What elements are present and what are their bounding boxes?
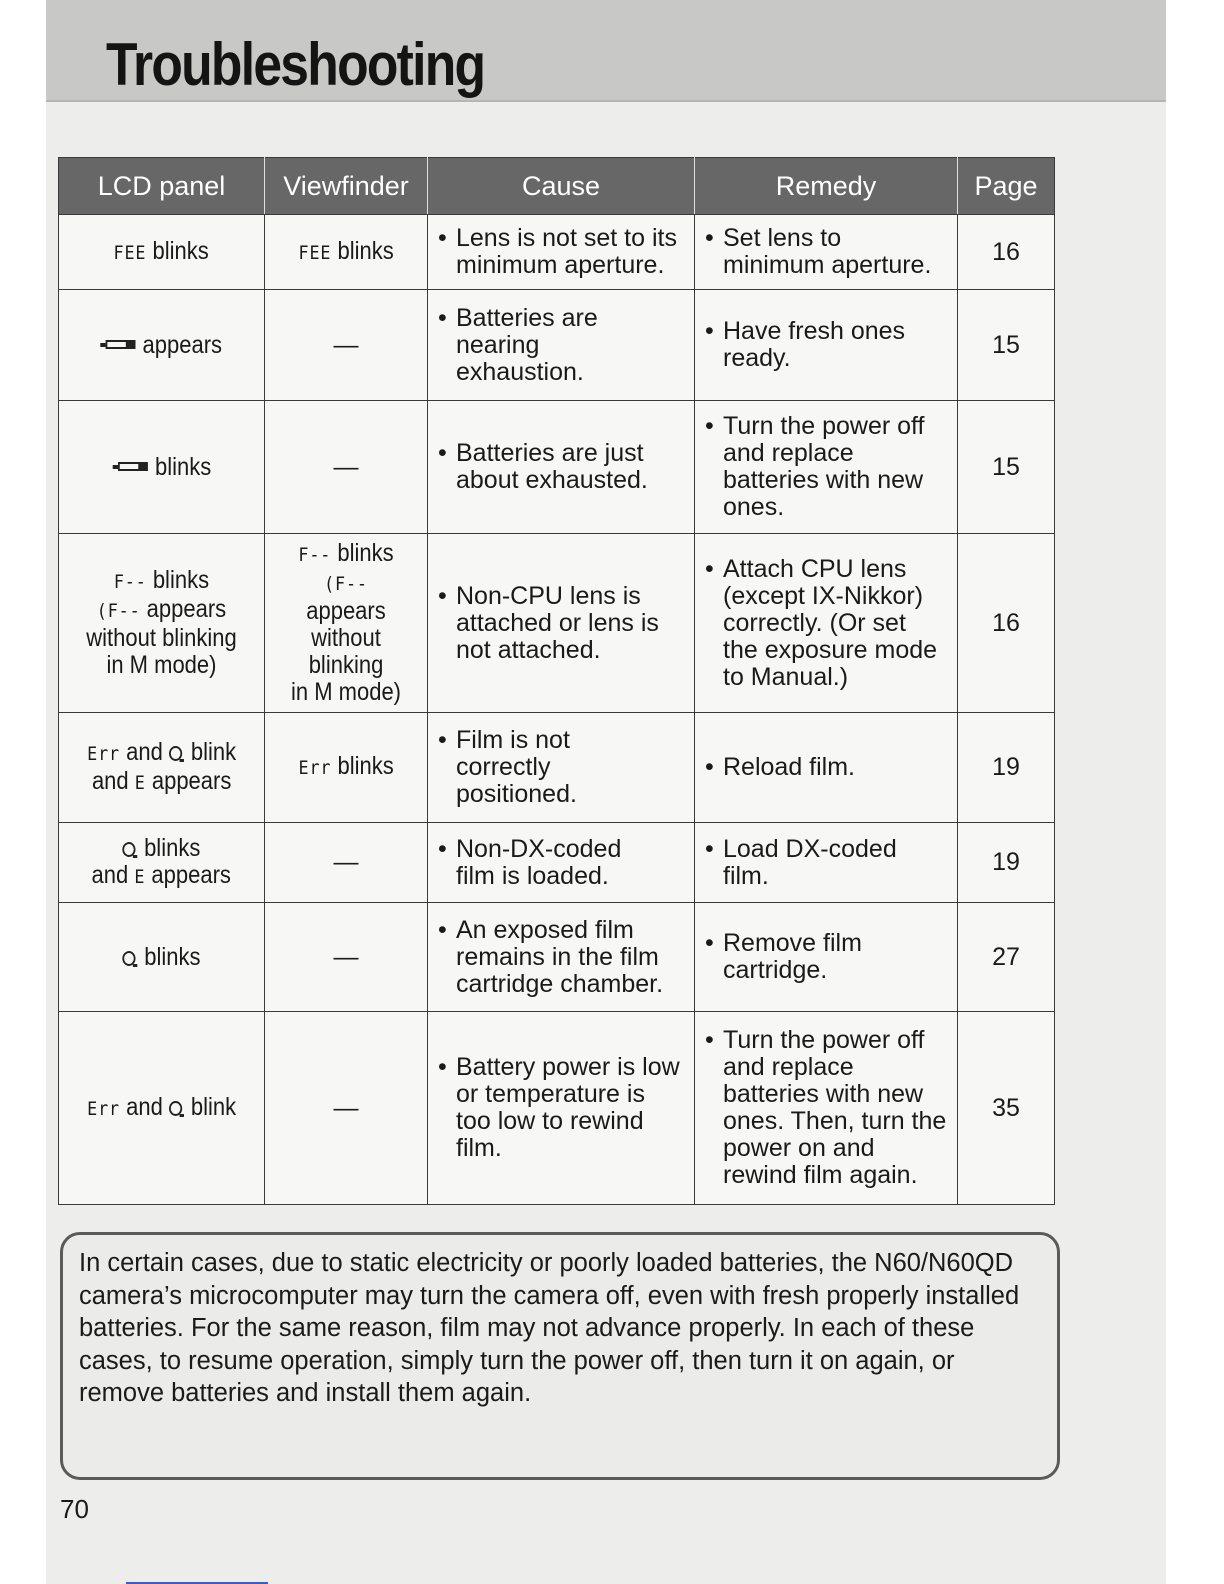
troubleshooting-table — [58, 157, 1055, 1205]
remedy-text: Reload film. — [723, 753, 855, 781]
bullet: • — [705, 929, 714, 957]
table-row — [59, 713, 1055, 823]
lcd-text: blink — [190, 737, 236, 766]
lcd-text: without blinking — [86, 624, 237, 652]
lcd-text: appears — [146, 595, 227, 623]
note-text: In certain cases, due to static electricity or poorly loaded batteries, the N60/N60QD camera’s microcomputer may turn the camera off, even with fresh properly installed batteries. For the same reason, film may not advance properly. In each of these cases, to resume operation, simply turn the power off, then turn it on again, or remove batteries and install them again. — [79, 1249, 1020, 1407]
viewfinder-cell: — — [265, 1012, 428, 1205]
bullet: • — [705, 412, 714, 440]
header-page: Page — [958, 158, 1055, 215]
lcd-text: blinks — [152, 566, 210, 594]
cause-text: An exposed film remains in the film cartridge chamber. — [456, 915, 664, 998]
header-viewfinder: Viewfinder — [265, 158, 428, 215]
remedy-cell — [695, 903, 958, 1012]
table-row — [59, 534, 1055, 713]
lcd-cell — [59, 290, 265, 401]
battery-exhausted-icon — [112, 462, 149, 474]
viewfinder-text: without blinking — [308, 624, 384, 679]
bullet: • — [438, 915, 447, 944]
cause-cell — [428, 290, 695, 401]
lcd-text: appears — [151, 860, 232, 889]
page-cell: 15 — [958, 401, 1055, 534]
title-band — [46, 0, 1166, 102]
remedy-text: Have fresh ones ready. — [723, 317, 906, 372]
viewfinder-cell: — — [265, 903, 428, 1012]
table-row — [59, 215, 1055, 290]
bullet: • — [705, 317, 714, 345]
lcd-text: in M mode) — [106, 651, 217, 679]
page-cell: 16 — [958, 215, 1055, 290]
table-row — [59, 823, 1055, 903]
remedy-cell — [695, 290, 958, 401]
lcd-text: blink — [190, 1092, 236, 1121]
viewfinder-cell: — — [265, 401, 428, 534]
viewfinder-text: in M mode) — [290, 678, 402, 706]
film-cartridge-icon — [122, 842, 135, 857]
bullet: • — [438, 439, 447, 467]
cause-cell — [428, 823, 695, 903]
remedy-cell — [695, 1012, 958, 1205]
remedy-text: Attach CPU lens (except IX-Nikkor) correctly. (Or set the exposure mode to Manual.) — [723, 554, 938, 691]
viewfinder-segment-code: (F-- — [324, 573, 368, 595]
lcd-cell — [59, 1012, 265, 1205]
header-cause: Cause — [428, 158, 695, 215]
lcd-segment-code: E — [134, 771, 146, 794]
bullet: • — [438, 303, 447, 332]
page-cell: 27 — [958, 903, 1055, 1012]
bullet: • — [438, 581, 447, 610]
lcd-segment-code: Err — [86, 742, 120, 765]
lcd-text: blinks — [152, 236, 210, 265]
table-row — [59, 401, 1055, 534]
lcd-cell — [59, 823, 265, 903]
remedy-cell — [695, 215, 958, 290]
lcd-segment-code: FEE — [113, 241, 147, 264]
remedy-cell — [695, 401, 958, 534]
remedy-cell — [695, 534, 958, 713]
lcd-text: appears — [142, 330, 223, 359]
page-cell: 19 — [958, 823, 1055, 903]
cause-text: Film is not correctly positioned. — [456, 726, 577, 808]
cause-text: Non-CPU lens is attached or lens is not attached. — [456, 581, 659, 664]
cause-cell — [428, 1012, 695, 1205]
viewfinder-text: blinks — [337, 539, 394, 567]
bullet: • — [705, 753, 714, 781]
viewfinder-segment-code: F-- — [298, 544, 332, 566]
cause-cell — [428, 401, 695, 534]
cause-cell — [428, 903, 695, 1012]
page-cell: 15 — [958, 290, 1055, 401]
bullet: • — [438, 726, 447, 754]
cause-text: Batteries are nearing exhaustion. — [456, 303, 598, 386]
viewfinder-segment-code: Err — [298, 757, 332, 779]
viewfinder-text: blinks — [337, 236, 394, 265]
lcd-text: blinks — [154, 452, 211, 481]
cause-cell — [428, 713, 695, 823]
bullet: • — [438, 834, 447, 863]
lcd-cell — [59, 401, 265, 534]
lcd-cell — [59, 215, 265, 290]
bullet: • — [705, 554, 714, 583]
lcd-text: and — [91, 766, 129, 795]
viewfinder-text: appears — [306, 597, 386, 625]
lcd-text: blinks — [144, 833, 201, 862]
viewfinder-cell — [265, 534, 428, 713]
viewfinder-cell — [265, 215, 428, 290]
viewfinder-cell — [265, 713, 428, 823]
remedy-text: Load DX-coded film. — [723, 834, 897, 890]
lcd-segment-code: F-- — [113, 571, 147, 593]
cause-cell — [428, 215, 695, 290]
bullet: • — [705, 834, 714, 863]
cause-cell — [428, 534, 695, 713]
lcd-segment-code: E — [134, 865, 146, 888]
lcd-text: and — [125, 1092, 163, 1121]
battery-low-icon — [101, 340, 138, 352]
table-row — [59, 903, 1055, 1012]
viewfinder-cell: — — [265, 290, 428, 401]
table-row — [59, 290, 1055, 401]
page-cell: 19 — [958, 713, 1055, 823]
page-number: 70 — [60, 1494, 89, 1524]
lcd-text: and — [91, 860, 129, 889]
page-cell: 35 — [958, 1012, 1055, 1205]
bullet: • — [438, 224, 447, 252]
viewfinder-segment-code: FEE — [298, 241, 332, 264]
remedy-cell — [695, 713, 958, 823]
viewfinder-cell: — — [265, 823, 428, 903]
lcd-text: blinks — [144, 942, 201, 971]
cause-text: Lens is not set to its minimum aperture. — [456, 224, 677, 279]
lcd-text: appears — [151, 766, 232, 795]
cause-text: Batteries are just about exhausted. — [456, 439, 648, 494]
film-cartridge-icon — [169, 1101, 182, 1116]
header-remedy: Remedy — [695, 158, 958, 215]
bullet: • — [705, 1026, 714, 1054]
lcd-cell — [59, 903, 265, 1012]
film-cartridge-icon — [122, 951, 135, 966]
table-header-row — [59, 158, 1055, 215]
page-cell: 16 — [958, 534, 1055, 713]
note-box — [60, 1232, 1060, 1480]
header-lcd-panel: LCD panel — [59, 158, 265, 215]
viewfinder-text: blinks — [337, 752, 394, 780]
film-cartridge-icon — [169, 746, 182, 761]
remedy-cell — [695, 823, 958, 903]
lcd-text: and — [125, 737, 163, 766]
cause-text: Battery power is low or temperature is too low to rewind film. — [456, 1053, 680, 1162]
remedy-text: Turn the power off and replace batteries with new ones. — [723, 412, 925, 521]
bullet: • — [705, 224, 714, 252]
remedy-text: Turn the power off and replace batteries with new ones. Then, turn the power on and rewind film again. — [723, 1026, 947, 1189]
lcd-segment-code: (F-- — [96, 600, 141, 622]
cause-text: Non-DX-coded film is loaded. — [456, 834, 622, 890]
page-title: Troubleshooting — [106, 31, 485, 98]
remedy-text: Set lens to minimum aperture. — [723, 224, 932, 279]
remedy-text: Remove film cartridge. — [723, 929, 862, 984]
bullet: • — [438, 1053, 447, 1081]
table-row — [59, 1012, 1055, 1205]
lcd-cell — [59, 534, 265, 713]
lcd-segment-code: Err — [86, 1097, 120, 1120]
lcd-cell — [59, 713, 265, 823]
